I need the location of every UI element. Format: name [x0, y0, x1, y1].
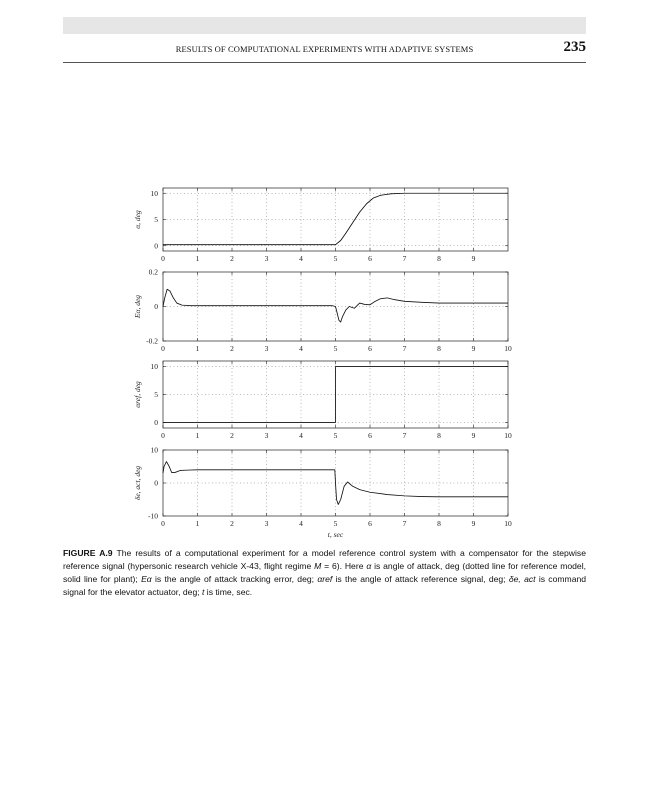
plot1-xtick-label-9: 9	[471, 254, 476, 263]
plot4-ytick-label-10: 10	[150, 445, 158, 455]
running-title: RESULTS OF COMPUTATIONAL EXPERIMENTS WITH ADAPTIVE SYSTEMS	[175, 44, 474, 54]
plot2-xtick-label-6: 6	[368, 344, 372, 353]
figure-caption	[63, 547, 586, 599]
plot4-xtick-label-7: 7	[402, 519, 407, 528]
plot1-xtick-label-5: 5	[333, 254, 338, 263]
plot4-xtick-label-5: 5	[333, 519, 338, 528]
plot1-series-solid	[163, 193, 508, 244]
plot4-xtick-label-1: 1	[195, 519, 200, 528]
plot4-xtick-label-4: 4	[299, 519, 303, 528]
plot3-xtick-label-0: 0	[161, 431, 165, 440]
plot3-xtick-label-9: 9	[471, 431, 476, 440]
plot4-xtick-label-2: 2	[230, 519, 234, 528]
plot2-xtick-label-10: 10	[504, 344, 512, 353]
caption-symbol-t: t	[202, 587, 205, 597]
plot1-series-dotted	[163, 193, 508, 244]
caption-symbol-alpha: α	[366, 561, 372, 571]
plot4-xlabel: t, sec	[327, 530, 344, 539]
plot4-xtick-label-10: 10	[504, 519, 512, 528]
plot1-xtick-label-2: 2	[230, 254, 234, 263]
plot3-xtick-label-3: 3	[264, 431, 269, 440]
plot3-xtick-label-10: 10	[504, 431, 512, 440]
plot1-xtick-label-3: 3	[264, 254, 269, 263]
plot1-xtick-label-8: 8	[437, 254, 441, 263]
caption-text-3: is angle of attack, deg (dotted line for reference model, solid line for plant);	[63, 561, 586, 584]
plot3-xtick-label-6: 6	[368, 431, 372, 440]
plot3-xtick-label-2: 2	[230, 431, 234, 440]
page-number: 235	[563, 39, 586, 55]
plot2-xtick-label-8: 8	[437, 344, 441, 353]
plot2-xtick-label-2: 2	[230, 344, 234, 353]
caption-symbol-aref: αref	[317, 574, 333, 584]
caption-symbol-ealpha: Eα	[141, 574, 152, 584]
caption-label: FIGURE A.9	[63, 548, 113, 558]
plot2-xtick-label-3: 3	[264, 344, 269, 353]
plot3-ytick-label-5: 5	[154, 390, 158, 399]
plot1-ytick-label-5: 5	[154, 215, 158, 224]
plot4-ytick-label--10: -10	[148, 511, 158, 521]
plot2-xtick-label-9: 9	[471, 344, 476, 353]
plot1-ytick-label-0: 0	[154, 241, 158, 251]
plot2-xtick-label-5: 5	[333, 344, 338, 353]
plot4-ylabel: δe, act, deg	[133, 465, 142, 501]
caption-text-2: = 6). Here	[321, 561, 367, 571]
plot2-ytick-label-0.2: 0.2	[148, 267, 158, 277]
plot3-ytick-label-0: 0	[154, 417, 158, 427]
plot2-ytick-label-0: 0	[154, 302, 158, 311]
plot3-xtick-label-8: 8	[437, 431, 441, 440]
plot3-series-solid	[163, 367, 508, 423]
plot1-xtick-label-1: 1	[195, 254, 200, 263]
plot1-xtick-label-6: 6	[368, 254, 372, 263]
caption-symbol-m: M	[314, 561, 322, 571]
plot2-ylabel: Eα, deg	[133, 294, 142, 319]
plot2-xtick-label-4: 4	[299, 344, 303, 353]
plot3-xtick-label-1: 1	[195, 431, 200, 440]
caption-text-6: is command signal for the elevator actuator, deg;	[63, 574, 587, 597]
caption-text-5: is the angle of attack reference signal, deg;	[332, 574, 509, 584]
plot3-xtick-label-7: 7	[402, 431, 407, 440]
plot3-ytick-label-10: 10	[150, 362, 158, 372]
plot4-xtick-label-3: 3	[264, 519, 269, 528]
caption-text-1: The results of a computational experiment for a model reference control system with a compensator for the stepwise reference signal (hypersonic research vehicle X-43, flight regime	[63, 548, 586, 571]
caption-text-7: is time, sec.	[204, 587, 253, 597]
plot1-xtick-label-4: 4	[299, 254, 303, 263]
plot2-xtick-label-0: 0	[161, 344, 165, 353]
plot3-xtick-label-5: 5	[333, 431, 338, 440]
plot4-xtick-label-0: 0	[161, 519, 165, 528]
plot4-xtick-label-8: 8	[437, 519, 441, 528]
caption-symbol-delta: δe, act	[508, 574, 536, 584]
caption-text-4: is the angle of attack tracking error, deg;	[151, 574, 318, 584]
plot2-series-solid	[163, 289, 508, 322]
plot1-xtick-label-7: 7	[402, 254, 407, 263]
plot3-ylabel: αref, deg	[133, 381, 142, 408]
plot4-ytick-label-0: 0	[154, 478, 158, 488]
plot4-xtick-label-9: 9	[471, 519, 476, 528]
plot1-xtick-label-0: 0	[161, 254, 165, 263]
plot1-ylabel: α, deg	[133, 210, 142, 229]
plot1-ytick-label-10: 10	[150, 188, 158, 198]
plot3-xtick-label-4: 4	[299, 431, 303, 440]
plot2-xtick-label-7: 7	[402, 344, 407, 353]
plot2-xtick-label-1: 1	[195, 344, 200, 353]
plot4-xtick-label-6: 6	[368, 519, 372, 528]
plot2-ytick-label--0.2: -0.2	[146, 336, 158, 346]
